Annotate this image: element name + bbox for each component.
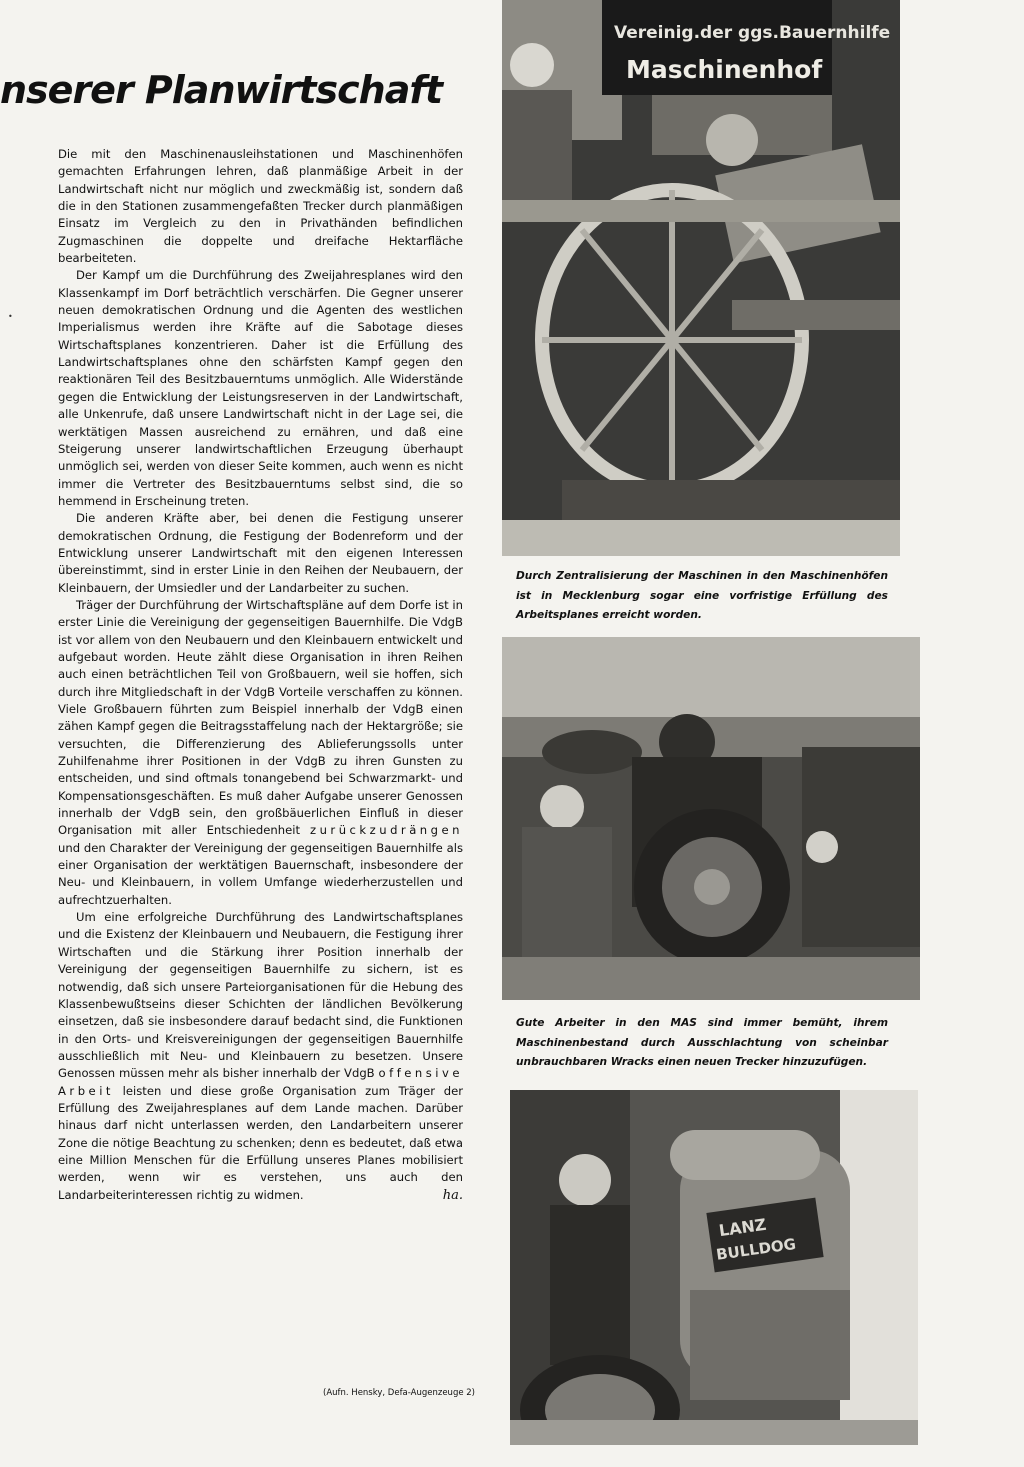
margin-mark: • — [8, 312, 13, 321]
photo-tractor-repair-image — [502, 637, 920, 1000]
paragraph: Der Kampf um die Durchführung des Zweijahresplanes wird den Klassenkampf im Dorf beträchtlich verschärfen. Die Gegner unserer neuen demokratischen Ordnung und die Agenten des westlichen Imperialismus werden ihre Kräfte auf die Sabotage dieses Wirtschaftsplanes konzentrieren. Daher ist die Erfüllung des Landwirtschaftsplanes ohne den schärfsten Kampf gegen den reaktionären Teil des Besitzbauerntums unmöglich. Alle Widerstände gegen die Entwicklung der Leistungsreserven in der Landwirtschaft, alle Unkenrufe, daß unsere Landwirtschaft nicht in der Lage sei, die werktätigen Massen ausreichend zu ernähren, und daß eine Steigerung unserer landwirtschaftlichen Erzeugung überhaupt unmöglich sei, werden von dieser Seite kommen, auch wenn es nicht immer die Vertreter des Besitzbauerntums selbst sind, die so hemmend in Erscheinung treten. — [58, 268, 463, 508]
paragraph-text: leisten und diese große Organisation zum Träger der Erfüllung des Zweijahresplanes auf dem Lande machen. Darüber hinaus darf nicht unterlassen werden, den Landarbeitern unserer Zone die nötige Beachtung zu schenken; denn es bedeutet, daß etwa eine Million Menschen für die Erfüllung unseres Planes mobilisiert werden, wenn wir es verstehen, uns auch den Landarbeiterinteressen richtig zu widmen. — [58, 1083, 463, 1202]
photo-tractor-repair — [502, 637, 920, 1000]
paragraph — [58, 909, 463, 1204]
emphasized-phrase: offensive Arbeit — [58, 1066, 464, 1098]
paragraph-text: und den Charakter der Vereinigung der gegenseitigen Bauernhilfe als einer Organisation der werktätigen Bauernschaft, insbesondere der Neu- und Kleinbauern, in vollem Umfange wiederherzustellen und aufrechtzuerhalten. — [58, 840, 463, 907]
article-body — [58, 146, 463, 1204]
tractor-plate-line2: BULLDOG — [715, 1234, 798, 1264]
photo-sign-line2: Maschinenhof — [626, 55, 823, 84]
photo-machine-yard-image — [502, 0, 900, 556]
paragraph-text: Träger der Durchführung der Wirtschaftspläne auf dem Dorfe ist in erster Linie die Vereinigung der gegenseitigen Bauernhilfe. Die VdgB ist vor allem von den Neubauern und den Kleinbauern entwickelt und aufgebaut worden. Heute zählt diese Organisation in ihren Reihen auch einen beträchtlichen Teil von Großbauern, weil sie hoffen, sich durch ihre Mitgliedschaft in der VdgB Vorteile verschaffen zu können. Viele Großbauern führten zum Beispiel innerhalb der VdgB einen zähen Kampf gegen die Beitragsstaffelung nach der Hektargröße; sie versuchten, die Differenzierung des Ablieferungssolls unter Zuhilfenahme ihrer Positionen in der VdgB zu ihren Gunsten zu entscheiden, und sind oftmals tonangebend bei Schwarzmarkt- und Kompensationsgeschäften. Es muß daher Aufgabe unserer Genossen innerhalb der VdgB sein, den großbäuerlichen Einfluß in dieser Organisation mit aller Entschiedenheit — [58, 597, 463, 838]
author-signature: ha. — [442, 1187, 463, 1203]
photo-lanz-bulldog — [510, 1090, 918, 1445]
photo-credit: (Aufn. Hensky, Defa-Augenzeuge 2) — [323, 1388, 475, 1398]
paragraph — [58, 597, 463, 909]
photo-caption-2: Gute Arbeiter in den MAS sind immer bemüht, ihrem Maschinenbestand durch Ausschlachtung von scheinbar unbrauchbaren Wracks einen neuen Trecker hinzuzufügen. — [516, 1017, 888, 1068]
photo-caption-1: Durch Zentralisierung der Maschinen in den Maschinenhöfen ist in Mecklenburg sogar eine vorfristige Erfüllung des Arbeitsplanes erreicht worden. — [516, 570, 888, 621]
paragraph: Die mit den Maschinenausleihstationen und Maschinenhöfen gemachten Erfahrungen lehren, daß planmäßige Arbeit in der Landwirtschaft nicht nur möglich und zweckmäßig ist, sondern daß die in den Stationen zusammengefaßten Trecker durch planmäßigen Einsatz im Vergleich zu den in Privathänden befindlichen Zugmaschinen die doppelte und dreifache Hektarfläche bearbeiteten. — [58, 147, 463, 266]
article-headline: nserer Planwirtschaft — [0, 68, 443, 112]
photo-sign-line1: Vereinig.der ggs.Bauernhilfe — [614, 23, 891, 43]
emphasized-word: zurückzudrängen — [310, 823, 463, 838]
paragraph: Die anderen Kräfte aber, bei denen die Festigung unserer demokratischen Ordnung, die Festigung der Bodenreform und der Entwicklung unserer Landwirtschaft mit den eigenen Interessen übereinstimmt, sind in erster Linie in den Reihen der Neubauern, der Kleinbauern, der Umsiedler und der Landarbeiter zu suchen. — [58, 511, 463, 595]
photo-lanz-bulldog-image — [510, 1090, 918, 1445]
tractor-plate-line1: LANZ — [717, 1214, 768, 1241]
paragraph-text: Um eine erfolgreiche Durchführung des Landwirtschaftsplanes und die Existenz der Kleinbauern und Neubauern, die Festigung ihrer Wirtschaften und die Stärkung ihrer Position innerhalb der Vereinigung der gegenseitigen Bauernhilfe zu sichern, ist es notwendig, daß sich unsere Parteiorganisationen für die Hebung des Klassenbewußtseins dieser Schichten der ländlichen Bevölkerung einsetzen, daß sie insbesondere darauf bedacht sind, die Funktionen in den Orts- und Kreisvereinigungen der gegenseitigen Bauernhilfe ausschließlich mit Neu- und Kleinbauern zu besetzen. Unsere Genossen müssen mehr als bisher innerhalb der VdgB — [58, 910, 463, 1081]
photo-machine-yard — [502, 0, 900, 556]
